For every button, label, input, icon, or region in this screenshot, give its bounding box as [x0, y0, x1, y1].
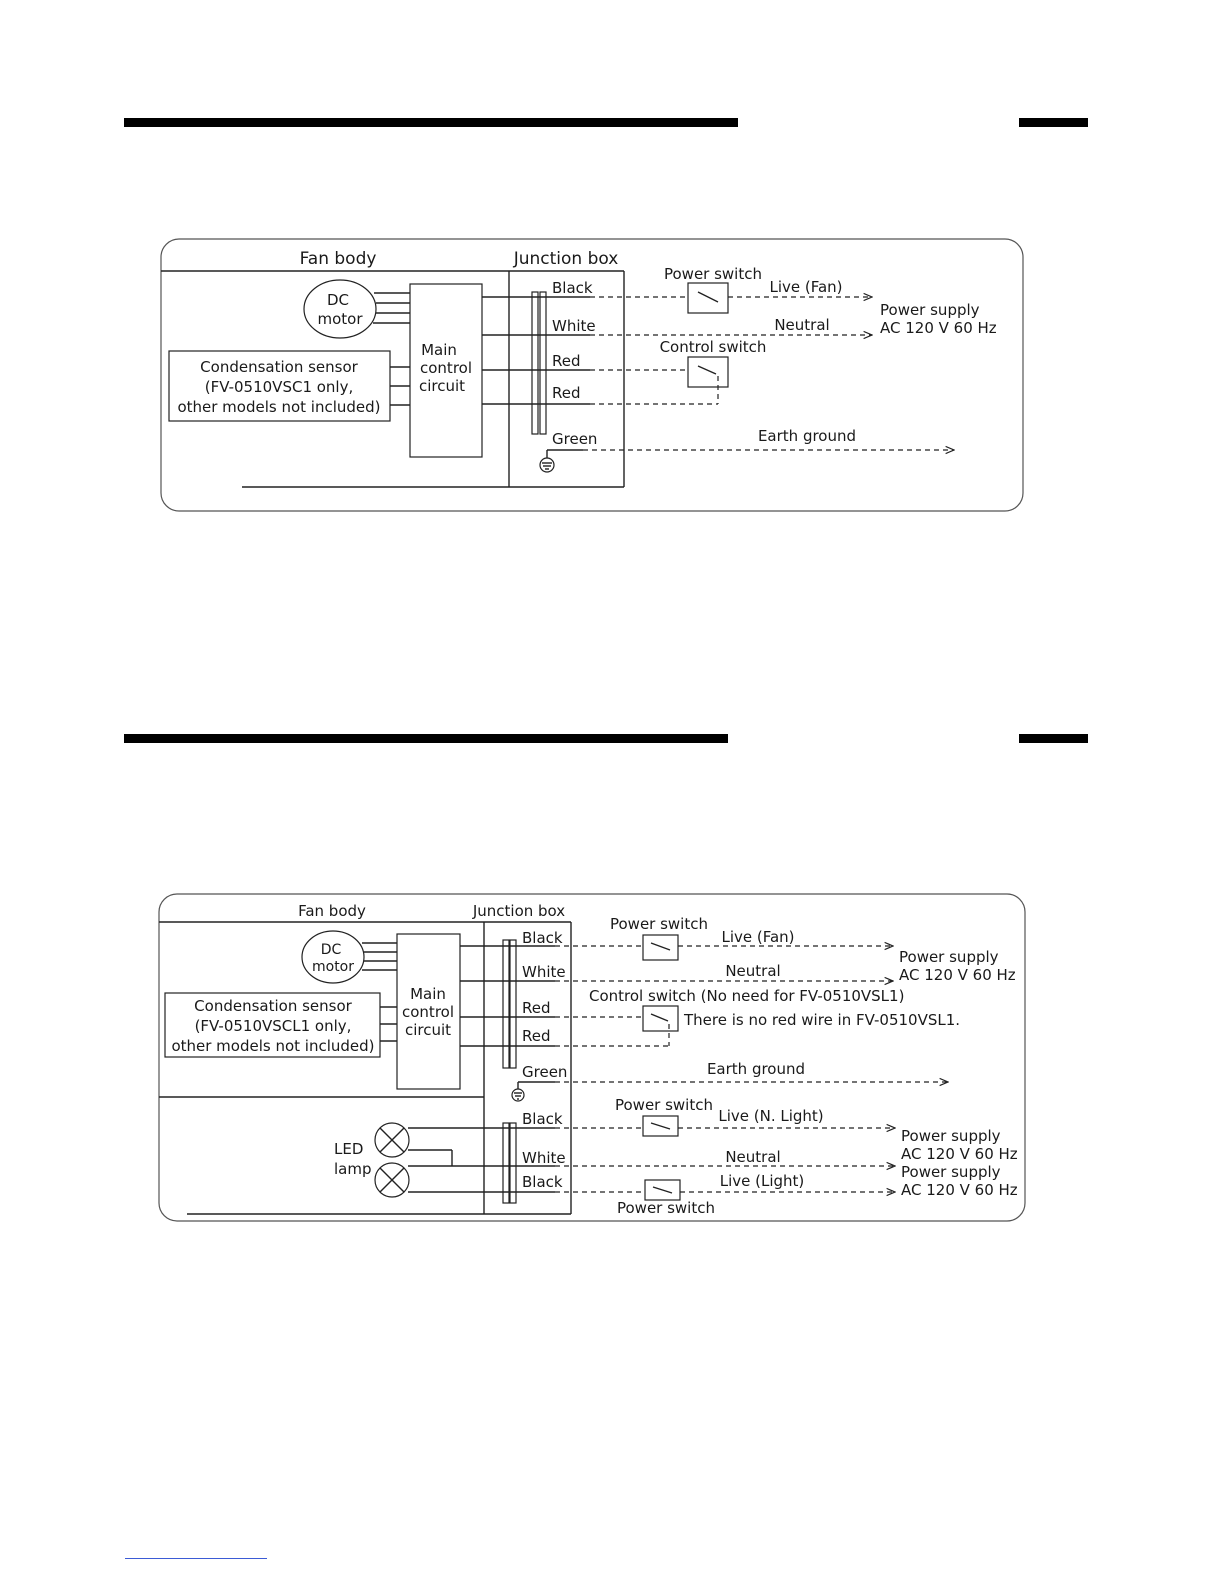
- sensor-label-2: (FV-0510VSC1 only,: [204, 378, 354, 396]
- sensor-label-1: Condensation sensor: [200, 358, 358, 376]
- control-switch-label-2: Control switch (No need for FV-0510VSL1): [589, 987, 905, 1005]
- power-supply-2-line-1: Power supply: [901, 1127, 1001, 1145]
- power-supply-3-line-1: Power supply: [901, 1163, 1001, 1181]
- led-label-1: LED: [334, 1140, 364, 1158]
- wire2-white-light: White: [522, 1149, 566, 1167]
- wiring-diagram-1: [161, 239, 1023, 511]
- sensor-label-3: other models not included): [177, 398, 381, 416]
- neutral-label: Neutral: [774, 316, 830, 334]
- earth-ground-label-2: Earth ground: [706, 1060, 806, 1078]
- sensor-2-label-2: (FV-0510VSCL1 only,: [194, 1017, 352, 1035]
- wire2-black-light: Black: [522, 1173, 563, 1191]
- wire2-green: Green: [522, 1063, 568, 1081]
- sensor-2-label-1: Condensation sensor: [194, 997, 352, 1015]
- circuit-label-2: control: [420, 359, 472, 377]
- power-supply-label-2: AC 120 V 60 Hz: [880, 319, 997, 337]
- wire-white: White: [552, 317, 596, 335]
- wire-green: Green: [552, 430, 598, 448]
- dc-motor: [304, 280, 376, 338]
- circuit-2-label-2: control: [402, 1003, 454, 1021]
- ground-icon-1: [540, 458, 554, 472]
- fan-body-label: Fan body: [299, 249, 377, 269]
- junction-box-label: Junction box: [513, 249, 619, 269]
- power-supply-1-line-1: Power supply: [899, 948, 999, 966]
- power-switch-1: [688, 283, 728, 313]
- wire2-black: Black: [522, 929, 563, 947]
- wire2-red-2: Red: [522, 1027, 551, 1045]
- power-switch-fan-label: Power switch: [609, 915, 709, 933]
- power-supply-2-line-2: AC 120 V 60 Hz: [901, 1145, 1018, 1163]
- live-light-label: Live (Light): [719, 1172, 805, 1190]
- live-nlight-label: Live (N. Light): [718, 1107, 824, 1125]
- fan-body-label-2: Fan body: [298, 902, 366, 920]
- dc-motor-2-label-2: motor: [311, 959, 355, 975]
- neutral-label-2a: Neutral: [725, 962, 781, 980]
- junction-box-label-2: Junction box: [472, 902, 566, 920]
- circuit-2-label-1: Main: [410, 985, 446, 1003]
- sensor-2-label-3: other models not included): [171, 1037, 375, 1055]
- dc-motor-2-label-1: DC: [320, 942, 342, 958]
- power-switch-fan: [643, 935, 678, 960]
- power-switch-nlight-label: Power switch: [614, 1096, 714, 1114]
- live-fan-label-2: Live (Fan): [721, 928, 795, 946]
- power-switch-light-label: Power switch: [616, 1199, 716, 1217]
- wire-black: Black: [552, 279, 593, 297]
- control-switch-1: [688, 357, 728, 387]
- footer-link-underline: [125, 1558, 267, 1559]
- circuit-label-3: circuit: [418, 377, 466, 395]
- dc-motor-label-2: motor: [317, 310, 363, 328]
- power-supply-label-1: Power supply: [880, 301, 980, 319]
- power-supply-3-line-2: AC 120 V 60 Hz: [901, 1181, 1018, 1199]
- neutral-label-2b: Neutral: [725, 1148, 781, 1166]
- red-wire-note: There is no red wire in FV-0510VSL1.: [684, 1011, 961, 1029]
- power-switch-label: Power switch: [663, 265, 763, 283]
- live-fan-label: Live (Fan): [769, 278, 843, 296]
- wire-red-2: Red: [552, 384, 581, 402]
- wire2-red-1: Red: [522, 999, 551, 1017]
- wire2-black-nlight: Black: [522, 1110, 563, 1128]
- circuit-label-1: Main: [421, 341, 457, 359]
- wire-red-1: Red: [552, 352, 581, 370]
- circuit-2-label-3: circuit: [404, 1021, 452, 1039]
- dc-motor-label-1: DC: [326, 291, 350, 309]
- wire2-white: White: [522, 963, 566, 981]
- led-label-2: lamp: [334, 1160, 372, 1178]
- power-supply-1-line-2: AC 120 V 60 Hz: [899, 966, 1016, 984]
- control-switch-label: Control switch: [659, 338, 767, 356]
- earth-ground-label: Earth ground: [757, 427, 857, 445]
- wiring-diagram-2: [159, 894, 1025, 1221]
